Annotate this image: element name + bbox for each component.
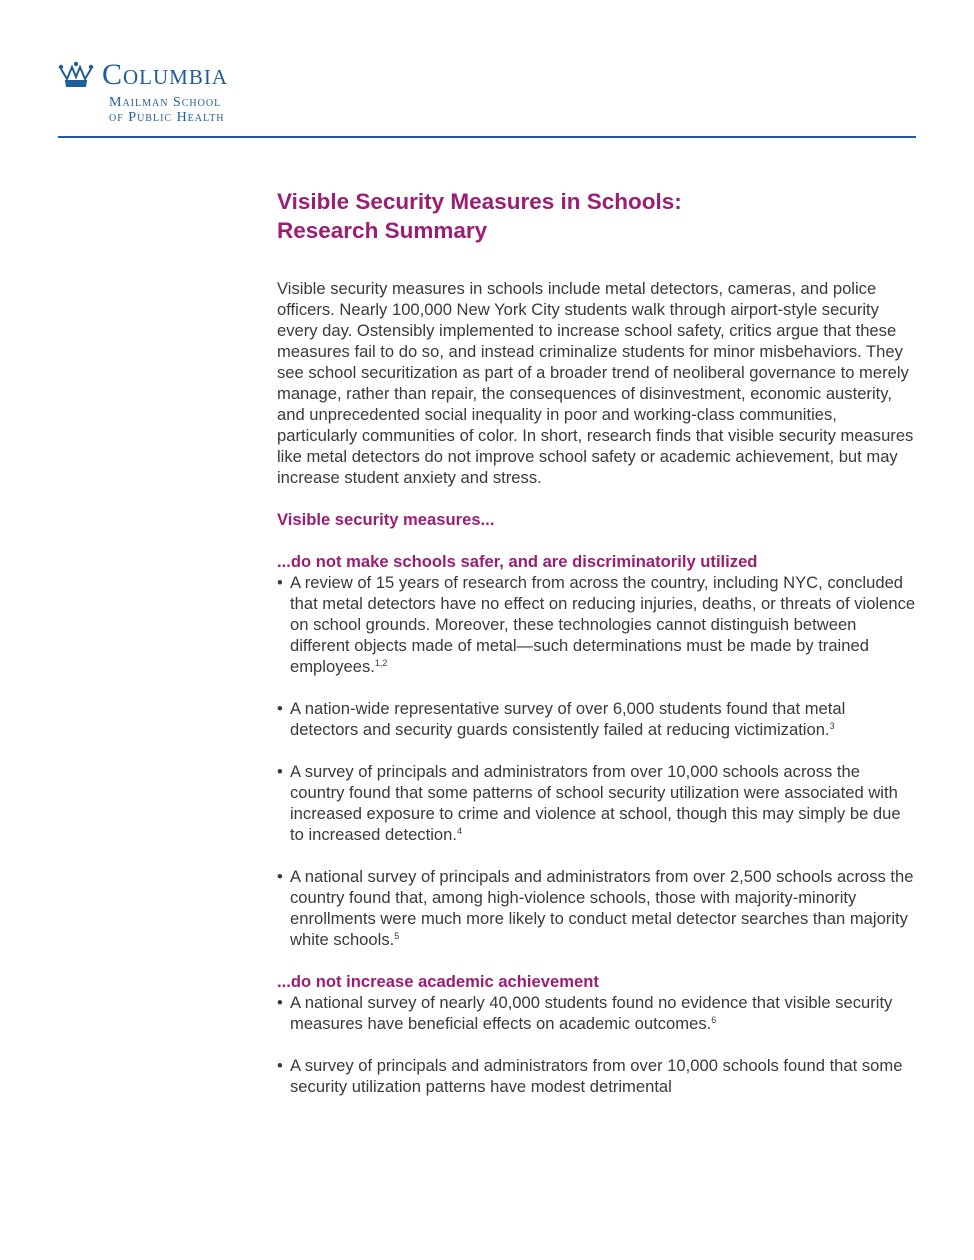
- document-body: [277, 187, 917, 1097]
- school-name-line2: of Public Health: [109, 110, 225, 125]
- subsection-heading-safety: ...do not make schools safer, and are discriminatorily utilized: [277, 552, 758, 571]
- title-line-2: Research Summary: [277, 218, 488, 243]
- list-item: • A survey of principals and administrators from over 10,000 schools across the country found that some patterns of school security utilization were associated with increased exposure to crime and violence at school, though this may simply be due to increased detection.$^4$: [277, 761, 917, 845]
- citation-ref: 5: [394, 931, 400, 941]
- columbia-logo: [58, 58, 918, 92]
- citation-ref: 4: [456, 826, 462, 836]
- bullet-list-safety: [277, 572, 917, 950]
- page-title: [277, 187, 917, 245]
- school-name-line1: Mailman School: [109, 95, 222, 110]
- citation-ref: 6: [711, 1015, 717, 1025]
- list-item: • A survey of principals and administrators from over 10,000 schools found that some security utilization patterns have modest detrimental: [277, 1055, 917, 1097]
- citation-ref: 1,2: [374, 658, 388, 668]
- bullet-list-achievement: [277, 992, 917, 1097]
- list-item: • A national survey of nearly 40,000 students found no evidence that visible security measures have beneficial effects on academic outcomes.$^6$: [277, 992, 917, 1034]
- list-item: • A national survey of principals and administrators from over 2,500 schools across the country found that, among high-violence schools, those with majority-minority enrollments were much more likely to conduct metal detector searches than majority white schools.$^5$: [277, 866, 917, 950]
- section-heading: Visible security measures...: [277, 510, 495, 529]
- citation-ref: 3: [829, 721, 835, 731]
- header-divider: [58, 136, 916, 138]
- intro-paragraph: Visible security measures in schools include metal detectors, cameras, and police officers. Nearly 100,000 New York City students walk through airport-style security every day. Ostensibly implemented to increase school safety, critics argue that these measures fail to do so, and instead criminalize students for minor misbehaviors. They see school securitization as part of a broader trend of neoliberal governance to merely manage, rather than repair, the consequences of disinvestment, economic austerity, and unprecedented social inequality in poor and working-class communities, particularly communities of color. In short, research finds that visible security measures like metal detectors do not improve school safety or academic achievement, but may increase student anxiety and stress.: [277, 279, 914, 487]
- crown-icon: [58, 61, 94, 89]
- title-line-1: Visible Security Measures in Schools:: [277, 189, 682, 214]
- brand-name: Columbia: [102, 58, 229, 91]
- list-item: • A review of 15 years of research from across the country, including NYC, concluded that metal detectors have no effect on reducing injuries, deaths, or threats of violence on school grounds. Moreover, these technologies cannot distinguish between different objects made of metal—such determinations must be made by trained employees.$^{1,2}$: [277, 572, 917, 677]
- list-item: • A nation-wide representative survey of over 6,000 students found that metal detectors and security guards consistently failed at reducing victimization.$^3$: [277, 698, 917, 740]
- page-header: [58, 58, 918, 125]
- subsection-heading-achievement: ...do not increase academic achievement: [277, 972, 599, 991]
